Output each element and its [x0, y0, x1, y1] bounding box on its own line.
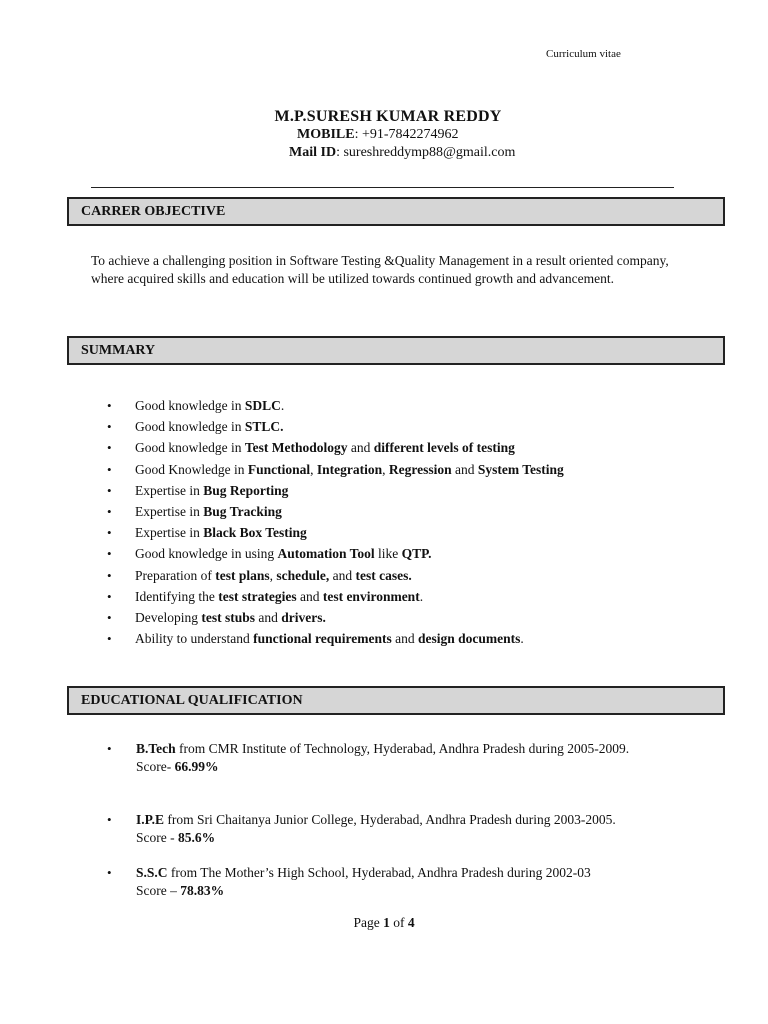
- score-value: 78.83%: [180, 882, 225, 898]
- education-item: [107, 740, 676, 775]
- bullet-icon: •: [107, 525, 112, 541]
- score-value: 85.6%: [177, 829, 216, 845]
- bullet-icon: •: [107, 567, 112, 583]
- list-item: • Developing test stubs and drivers.: [107, 607, 564, 628]
- mail-value: : sureshreddymp88@gmail.com: [336, 145, 516, 160]
- summary-list: [107, 395, 564, 649]
- education-detail: from CMR Institute of Technology, Hyderabad, Andhra Pradesh during 2005-2009.: [175, 741, 630, 756]
- list-item: • Good knowledge in SDLC.: [107, 395, 564, 416]
- bullet-icon: •: [107, 419, 112, 435]
- degree-name: S.S.C: [136, 865, 168, 880]
- bullet-icon: •: [107, 398, 112, 413]
- candidate-name: M.P.SURESH KUMAR REDDY: [274, 108, 502, 125]
- list-item: • Good knowledge in Test Methodology and different levels of testing: [107, 437, 564, 458]
- document-type-label: Curriculum vitae: [546, 48, 621, 60]
- bullet-icon: •: [107, 546, 112, 562]
- education-detail: from The Mother’s High School, Hyderabad, Andhra Pradesh during 2002-03: [167, 865, 591, 880]
- education-detail: from Sri Chaitanya Junior College, Hyderabad, Andhra Pradesh during 2003-2005.: [164, 812, 616, 827]
- list-item: • Expertise in Black Box Testing: [107, 522, 564, 543]
- page-number: Page 1 of 4: [353, 915, 415, 930]
- mail-line: [289, 145, 515, 161]
- list-item: • Good knowledge in STLC.: [107, 416, 564, 437]
- objective-text: To achieve a challenging position in Software Testing &Quality Management in a result oriented company, where acquired skills and education will be utilized towards continued growth and advancement.: [91, 253, 669, 286]
- bullet-icon: •: [107, 865, 112, 880]
- section-heading-education: EDUCATIONAL QUALIFICATION: [67, 686, 725, 715]
- bullet-icon: •: [107, 503, 112, 519]
- list-item: • Expertise in Bug Reporting: [107, 480, 564, 501]
- bullet-icon: •: [107, 588, 112, 604]
- score-label: Score –: [136, 882, 181, 898]
- section-heading-objective: CARRER OBJECTIVE: [67, 197, 725, 226]
- bullet-icon: •: [107, 741, 112, 756]
- section-heading-summary: SUMMARY: [67, 336, 725, 365]
- score-label: Score-: [136, 758, 175, 774]
- education-item: [107, 811, 676, 846]
- list-item: • Identifying the test strategies and test environment.: [107, 586, 564, 607]
- list-item: • Good Knowledge in Functional, Integration, Regression and System Testing: [107, 459, 564, 480]
- list-item: • Expertise in Bug Tracking: [107, 501, 564, 522]
- mobile-value: : +91-7842274962: [354, 127, 459, 142]
- mail-label: Mail ID: [289, 145, 337, 160]
- bullet-icon: •: [107, 440, 112, 456]
- bullet-icon: •: [107, 461, 112, 477]
- degree-name: I.P.E: [136, 812, 165, 827]
- degree-name: B.Tech: [136, 741, 176, 756]
- score-value: 66.99%: [174, 758, 219, 774]
- bullet-icon: •: [107, 482, 112, 498]
- bullet-icon: •: [107, 631, 112, 647]
- bullet-icon: •: [107, 812, 112, 827]
- mobile-line: [297, 127, 459, 143]
- bullet-icon: •: [107, 609, 112, 625]
- score-label: Score -: [136, 829, 178, 845]
- education-item: [107, 864, 676, 899]
- header-divider: [91, 187, 674, 188]
- mobile-label: MOBILE: [297, 127, 355, 142]
- list-item: • Ability to understand functional requirements and design documents.: [107, 628, 564, 649]
- list-item: • Good knowledge in using Automation Tool like QTP.: [107, 543, 564, 564]
- list-item: • Preparation of test plans, schedule, and test cases.: [107, 565, 564, 586]
